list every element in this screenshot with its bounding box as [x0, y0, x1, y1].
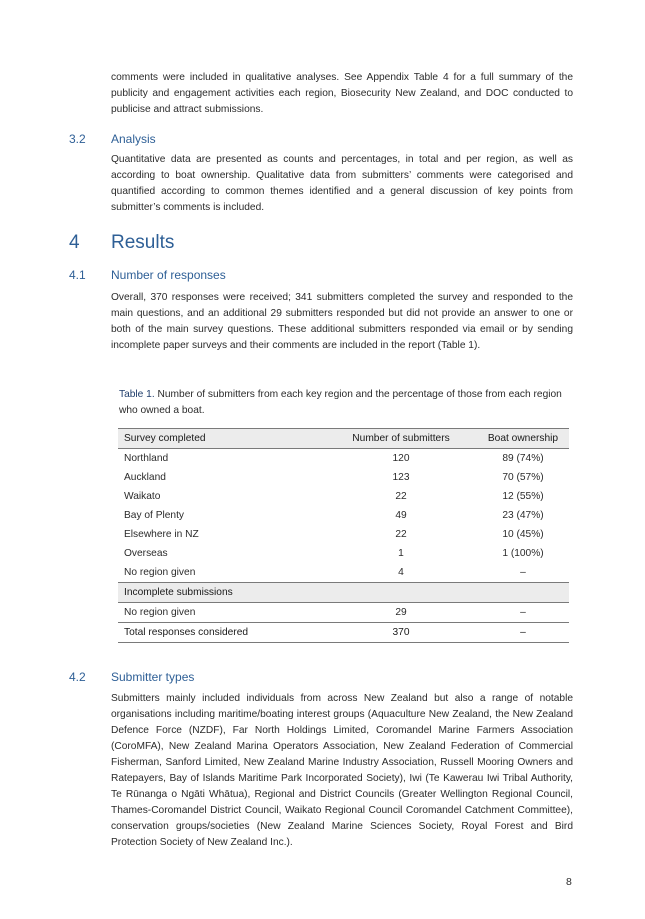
boat-ownership-cell: 23 (47%) — [502, 510, 544, 521]
section-4-1-number: 4.1 — [69, 268, 86, 282]
boat-ownership-cell: – — [520, 607, 526, 618]
table-caption-text: Number of submitters from each key region and the percentage of those from each region who owned a boat. — [119, 389, 562, 416]
region-cell: Bay of Plenty — [124, 510, 185, 521]
submitters-cell: 22 — [395, 491, 407, 502]
table-caption-label: Table 1. — [119, 389, 155, 400]
boat-ownership-cell: 1 (100%) — [502, 548, 544, 559]
column-header-survey: Survey completed — [118, 429, 325, 449]
region-cell: No region given — [124, 607, 196, 618]
boat-ownership-cell: 12 (55%) — [502, 491, 544, 502]
boat-ownership-cell: 10 (45%) — [502, 529, 544, 540]
section-4-2-number: 4.2 — [69, 670, 86, 684]
total-submitters: 370 — [325, 623, 477, 643]
section-4-1-body: Overall, 370 responses were received; 341 submitters completed the survey and responded to the main questions, and an additional 29 submitters responded but did not provide an answer to one or both of the main survey questions. These additional submitters responded via email or by sending incomplete paper surveys and their comments are included in the report (Table 1). — [111, 292, 573, 351]
section-4-2-body: Submitters mainly included individuals from across New Zealand but also a range of notable organisations including maritime/boating interest groups (Aquaculture New Zealand, the New Zealand Defence Force (NZDF), Far North Holdings Limited, Coromandel Marine Farmers Association (CoroMFA), New Zealand Marina Operators Association, New Zealand Federation of Commercial Fisherman, Sanford Limited, New Zealand Marine Industry Association, Russell Mooring Owners and Ratepayers, Bay of Islands Maritime Park Incorporated Society), Iwi (Te Kawerau Iwi Tribal Authority, Te Rūnanga o Ngāti Whātua), Regional and District Councils (Greater Wellington Regional Council, Thames-Coromandel District Council, Waikato Regional Council Coromandel Catchment Committee), conservation groups/societies (New Zealand Marine Sciences Society, Royal Forest and Bird Protection Society of New Zealand Inc.). — [111, 693, 573, 848]
section-4-1-title: Number of responses — [111, 268, 226, 282]
region-cell: Northland — [124, 453, 169, 464]
page-number: 8 — [566, 876, 572, 888]
submitters-cell: 22 — [395, 529, 407, 540]
submitters-cell: 49 — [395, 510, 407, 521]
table-row — [118, 506, 569, 525]
region-cell: Waikato — [124, 491, 161, 502]
region-cell: Elsewhere in NZ — [124, 529, 199, 540]
submitters-cell: 4 — [398, 567, 404, 578]
column-header-submitters: Number of submitters — [325, 429, 477, 449]
table-total-row — [118, 623, 569, 643]
section-3-2-body: Quantitative data are presented as counts and percentages, in total and per region, as well as according to boat ownership. Qualitative data from submitters’ comments were categorised and quantified according to common themes identified and a general discussion of key points from submitter’s comments is included. — [111, 154, 573, 213]
boat-ownership-cell: 89 (74%) — [502, 453, 544, 464]
table-row — [118, 563, 569, 583]
submitters-cell: 29 — [395, 607, 407, 618]
total-label: Total responses considered — [118, 623, 325, 643]
table-header-row — [118, 429, 569, 449]
region-cell: No region given — [124, 567, 196, 578]
boat-ownership-cell: – — [520, 567, 526, 578]
region-cell: Auckland — [124, 472, 166, 483]
submitters-cell: 123 — [392, 472, 410, 483]
boat-ownership-cell: 70 (57%) — [502, 472, 544, 483]
region-cell: Overseas — [124, 548, 168, 559]
table-row — [118, 468, 569, 487]
table-caption — [119, 387, 573, 419]
total-boat-ownership: – — [477, 623, 569, 643]
table-subheader-row — [118, 583, 569, 603]
section-4-title: Results — [111, 232, 175, 253]
section-3-2-title: Analysis — [111, 132, 156, 146]
column-header-boat-ownership: Boat ownership — [477, 429, 569, 449]
submitters-cell: 1 — [398, 548, 404, 559]
intro-paragraph: comments were included in qualitative analyses. See Appendix Table 4 for a full summary of the publicity and engagement activities each region, Biosecurity New Zealand, and DOC conducted to publicise and attract submissions. — [111, 72, 573, 115]
section-3-2-number: 3.2 — [69, 132, 86, 146]
table-row — [118, 525, 569, 544]
incomplete-submissions-heading: Incomplete submissions — [118, 583, 325, 603]
table-row — [118, 544, 569, 563]
section-4-2-title: Submitter types — [111, 670, 195, 684]
table-row — [118, 449, 569, 469]
results-table — [118, 428, 569, 643]
table-row — [118, 487, 569, 506]
submitters-cell: 120 — [392, 453, 410, 464]
section-4-number: 4 — [69, 232, 80, 253]
table-row — [118, 603, 569, 623]
